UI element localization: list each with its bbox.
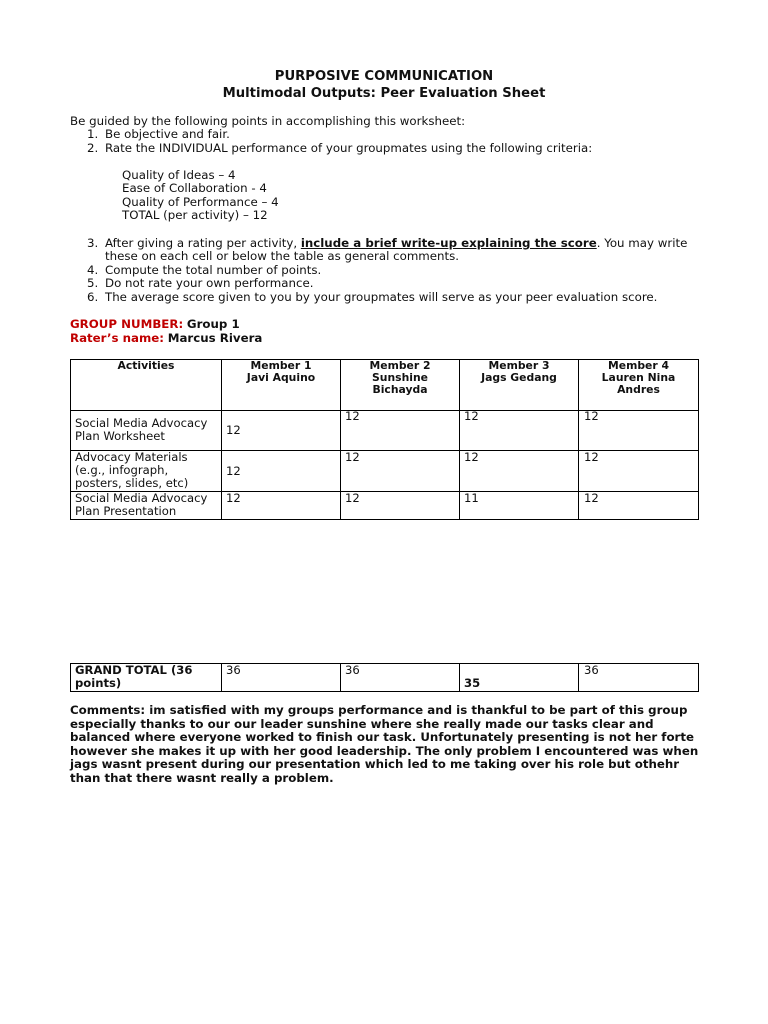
score-cell: 12 bbox=[345, 409, 360, 423]
activity-cell bbox=[75, 492, 207, 518]
score-cell: 11 bbox=[464, 491, 479, 505]
instruction-text: Do not rate your own performance. bbox=[105, 276, 314, 290]
header-member-3-name: Jags Gedang bbox=[481, 371, 557, 384]
table-rule bbox=[459, 663, 460, 692]
rater-name-row bbox=[70, 332, 262, 346]
score-cell: 12 bbox=[226, 423, 241, 437]
grand-total-cell: 36 bbox=[226, 663, 241, 677]
activity-label: Social Media Advocacy bbox=[75, 491, 208, 505]
grand-total-cell: 36 bbox=[584, 663, 599, 677]
activity-cell bbox=[75, 417, 207, 443]
activity-label: Plan Worksheet bbox=[75, 429, 165, 443]
header-activities: Activities bbox=[117, 359, 175, 372]
instruction-number: 4. bbox=[87, 263, 99, 277]
table-rule bbox=[221, 663, 222, 692]
activity-label: posters, slides, etc) bbox=[75, 476, 189, 490]
instruction-text: Compute the total number of points. bbox=[105, 263, 322, 277]
instruction-number: 3. bbox=[87, 236, 99, 250]
instruction-number: 5. bbox=[87, 276, 99, 290]
activity-label: Plan Presentation bbox=[75, 504, 177, 518]
activity-label: Advocacy Materials bbox=[75, 450, 188, 464]
criteria-total: TOTAL (per activity) – 12 bbox=[122, 208, 268, 222]
score-cell: 12 bbox=[226, 491, 241, 505]
criteria-ease-of-collaboration: Ease of Collaboration - 4 bbox=[122, 181, 267, 195]
header-member-3 bbox=[460, 360, 578, 384]
header-member-4-name-cont: Andres bbox=[617, 383, 660, 396]
grand-total-label-line: GRAND TOTAL (36 bbox=[75, 663, 193, 677]
score-cell: 12 bbox=[584, 409, 599, 423]
criteria-quality-of-performance: Quality of Performance – 4 bbox=[122, 195, 279, 209]
criteria-quality-of-ideas: Quality of Ideas – 4 bbox=[122, 168, 236, 182]
comments-paragraph: Comments: im satisfied with my groups performance and is thankful to be part of this group especially thanks to our our leader sunshine where she really made our tasks clear and balanced where everyone worked to finish our task. Unfortunately presenting is not her forte however she makes it up with her good leadership. The only problem I encountered was when jags wasnt present during our presentation which led to me taking over his role but othehr than that there wasnt really a problem. bbox=[70, 703, 699, 785]
instruction-text: Rate the INDIVIDUAL performance of your groupmates using the following criteria: bbox=[105, 141, 593, 155]
table-rule bbox=[340, 663, 341, 692]
grand-total-cell: 36 bbox=[345, 663, 360, 677]
table-rule bbox=[70, 663, 71, 692]
table-rule bbox=[578, 663, 579, 692]
header-member-1-number: Member 1 bbox=[250, 359, 312, 372]
activity-cell bbox=[75, 451, 188, 490]
instruction-text: The average score given to you by your groupmates will serve as your peer evaluation score. bbox=[105, 290, 658, 304]
grand-total-label bbox=[75, 664, 192, 690]
group-number-value: Group 1 bbox=[186, 317, 240, 331]
header-member-2-number: Member 2 bbox=[369, 359, 431, 372]
table-rule bbox=[698, 359, 699, 520]
instruction-text: Be objective and fair. bbox=[105, 127, 230, 141]
score-cell: 12 bbox=[464, 450, 479, 464]
table-rule bbox=[70, 519, 699, 520]
grand-total-label-line: points) bbox=[75, 676, 122, 690]
document-title: PURPOSIVE COMMUNICATION bbox=[274, 69, 494, 84]
table-rule bbox=[70, 359, 71, 520]
activity-label: (e.g., infograph, bbox=[75, 463, 169, 477]
instruction-item-3-continued: these on each cell or below the table as general comments. bbox=[105, 249, 460, 263]
header-member-2-name: Sunshine bbox=[372, 371, 428, 384]
instruction-emphasis: include a brief write-up explaining the score bbox=[300, 236, 597, 250]
score-cell: 12 bbox=[345, 491, 360, 505]
instruction-text-pre: After giving a rating per activity, bbox=[105, 236, 301, 250]
score-cell: 12 bbox=[464, 409, 479, 423]
score-cell: 12 bbox=[226, 464, 241, 478]
activity-label: Social Media Advocacy bbox=[75, 416, 208, 430]
table-rule bbox=[70, 410, 699, 411]
table-rule bbox=[698, 663, 699, 692]
instruction-number: 2. bbox=[87, 141, 99, 155]
score-cell: 12 bbox=[345, 450, 360, 464]
header-member-4 bbox=[579, 360, 698, 396]
header-member-1-name: Javi Aquino bbox=[246, 371, 316, 384]
rater-name-label: Rater’s name: bbox=[70, 331, 164, 345]
instruction-text-post: . You may write bbox=[596, 236, 688, 250]
document-subtitle: Multimodal Outputs: Peer Evaluation Sheet bbox=[222, 86, 546, 101]
header-member-1 bbox=[222, 360, 340, 384]
group-number-row bbox=[70, 318, 240, 332]
instruction-number: 1. bbox=[87, 127, 99, 141]
group-number-label: GROUP NUMBER: bbox=[70, 317, 184, 331]
header-member-4-number: Member 4 bbox=[608, 359, 669, 372]
rater-name-value: Marcus Rivera bbox=[167, 331, 263, 345]
score-cell: 12 bbox=[584, 491, 599, 505]
table-rule bbox=[70, 691, 699, 692]
grand-total-cell: 35 bbox=[464, 676, 481, 690]
instructions-intro: Be guided by the following points in accomplishing this worksheet: bbox=[70, 114, 466, 128]
score-cell: 12 bbox=[584, 450, 599, 464]
header-member-2 bbox=[341, 360, 459, 396]
header-member-2-name-cont: Bichayda bbox=[372, 383, 428, 396]
instruction-number: 6. bbox=[87, 290, 99, 304]
header-member-3-number: Member 3 bbox=[488, 359, 550, 372]
header-member-4-name: Lauren Nina bbox=[601, 371, 676, 384]
